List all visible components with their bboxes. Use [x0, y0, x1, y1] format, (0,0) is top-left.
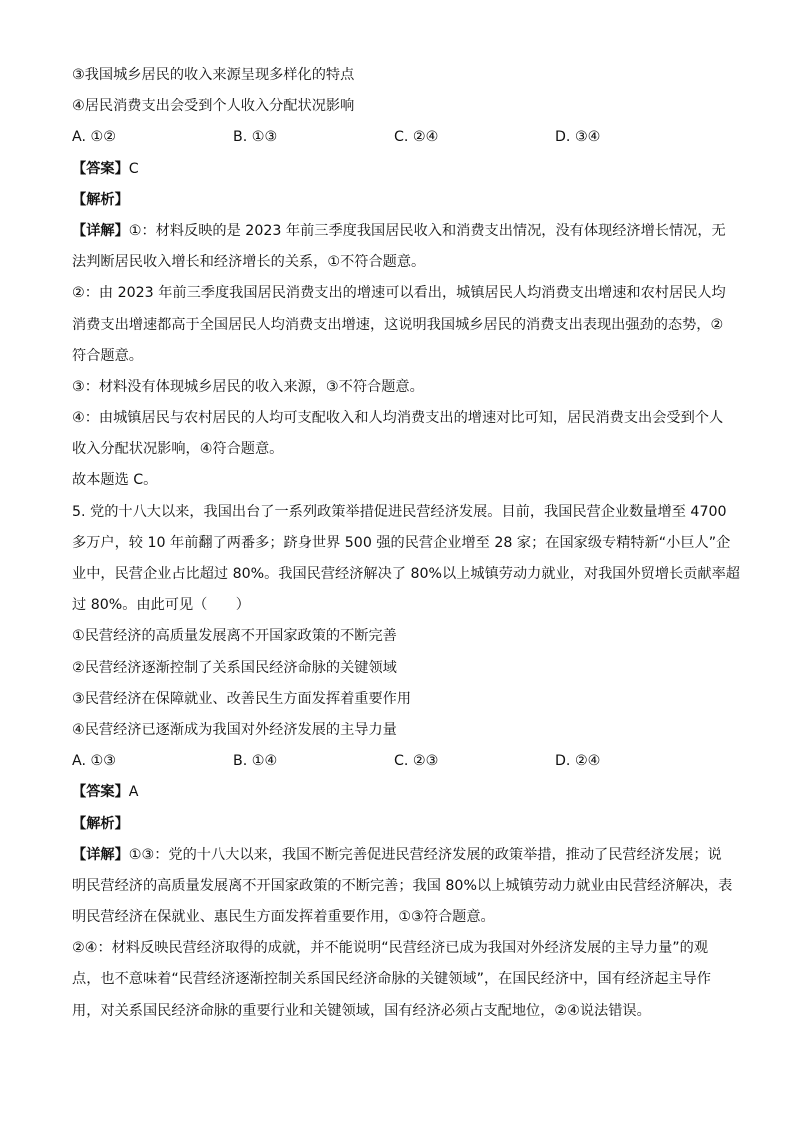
q5-detail-line: 用，对关系国民经济命脉的重要行业和关键领域，国有经济必须占支配地位，②④说法错误。 [72, 1002, 651, 1019]
q4-detail-line: 【详解】①：材料反映的是 2023 年前三季度我国居民收入和消费支出情况，没有体现经济增长情况，无 [72, 222, 726, 239]
q5-answer-value: A [128, 784, 139, 801]
q5-stem-line: 业中，民营企业占比超过 80%。我国民营经济解决了 80%以上城镇劳动力就业，对我国外贸增长贡献率超 [72, 566, 740, 582]
q4-answer [72, 154, 722, 185]
q5-option-a: A. ①③ [72, 753, 116, 770]
q5-statement-3: ③民营经济在保障就业、改善民生方面发挥着重要作用 [72, 690, 412, 707]
q4-answer-value: C [128, 160, 139, 177]
q5-option-c: C. ②③ [394, 753, 439, 770]
q4-detail-line: 法判断居民收入增长和经济增长的关系，①不符合题意。 [72, 254, 426, 271]
q5-stem-line: 5. 党的十八大以来，我国出台了一系列政策举措促进民营经济发展。目前，我国民营企业数量增至 4700 [72, 503, 727, 520]
q5-answer [72, 777, 722, 808]
q5-detail-line: 明民营经济在保就业、惠民生方面发挥着重要作用，①③符合题意。 [72, 909, 495, 926]
q4-analysis-label: 【解析】 [72, 191, 129, 208]
q4-detail-line: ②：由 2023 年前三季度我国居民消费支出的增速可以看出，城镇居民人均消费支出增速和农村居民人均 [72, 285, 726, 302]
q5-detail-label: 【详解】 [72, 846, 129, 863]
q4-detail-line: 符合题意。 [72, 347, 143, 364]
q5-detail-line: 明民营经济的高质量发展离不开国家政策的不断完善；我国 80%以上城镇劳动力就业由民营经济解决，表 [72, 877, 733, 894]
q5-option-d: D. ②④ [555, 753, 601, 770]
q4-option-c: C. ②④ [394, 129, 439, 146]
q5-options [72, 746, 722, 777]
q4-detail-line: 收入分配状况影响，④符合题意。 [72, 441, 284, 458]
q5-stem-line: 过 80%。由此可见（ ） [72, 597, 250, 614]
q4-option-b: B. ①③ [233, 129, 278, 146]
q5-statement-2: ②民营经济逐渐控制了关系国民经济命脉的关键领域 [72, 659, 397, 676]
q5-analysis-label: 【解析】 [72, 815, 129, 832]
q4-detail-line: ③：材料没有体现城乡居民的收入来源，③不符合题意。 [72, 378, 424, 395]
q4-answer-label: 【答案】 [72, 160, 129, 177]
q5-option-b: B. ①④ [233, 753, 278, 770]
q4-detail-line: 故本题选 C。 [72, 472, 158, 489]
q5-stem-line: 多万户，较 10 年前翻了两番多；跻身世界 500 强的民营企业增至 28 家；在国家级专精特新“小巨人”企 [72, 534, 731, 551]
q5-detail-line: ②④：材料反映民营经济取得的成就，并不能说明“民营经济已成为我国对外经济发展的主导力量”的观 [72, 940, 709, 957]
q4-detail-line: 消费支出增速都高于全国居民人均消费支出增速，这说明我国城乡居民的消费支出表现出强劲的态势，② [72, 316, 724, 333]
document-content [72, 60, 740, 1027]
q4-options [72, 122, 722, 153]
q4-detail-line: ④：由城镇居民与农村居民的人均可支配收入和人均消费支出的增速对比可知，居民消费支出会受到个人 [72, 410, 724, 427]
q4-statement-3: ③我国城乡居民的收入来源呈现多样化的特点 [72, 67, 355, 83]
q4-statement-4: ④居民消费支出会受到个人收入分配状况影响 [72, 98, 355, 115]
q5-answer-label: 【答案】 [72, 784, 129, 801]
q5-detail-line: 【详解】①③：党的十八大以来，我国不断完善促进民营经济发展的政策举措，推动了民营经济发展；说 [72, 846, 722, 863]
q5-statement-1: ①民营经济的高质量发展离不开国家政策的不断完善 [72, 628, 397, 645]
q4-option-a: A. ①② [72, 129, 116, 146]
q4-detail-label: 【详解】 [72, 222, 129, 239]
q5-statement-4: ④民营经济已逐渐成为我国对外经济发展的主导力量 [72, 721, 397, 738]
q4-option-d: D. ③④ [555, 129, 601, 146]
q5-detail-line: 点，也不意味着“民营经济逐渐控制关系国民经济命脉的关键领域”，在国民经济中，国有经济起主导作 [72, 971, 711, 988]
